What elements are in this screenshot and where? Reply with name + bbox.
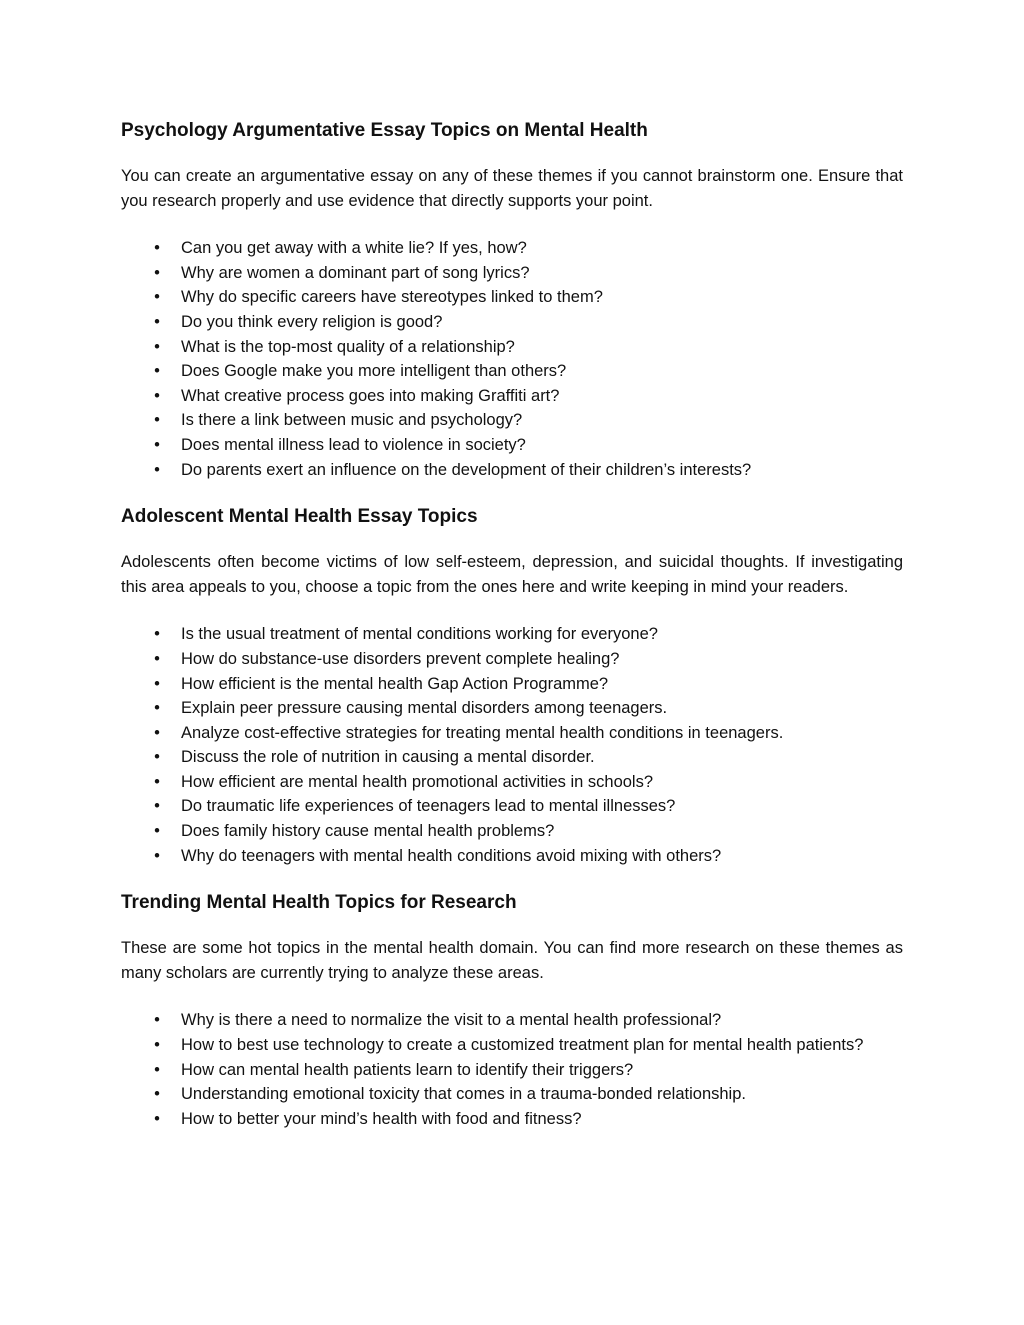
list-item	[121, 1033, 903, 1058]
list-item	[121, 721, 903, 746]
section-trending-research	[121, 890, 903, 1131]
section-heading: Adolescent Mental Health Essay Topics	[121, 506, 478, 528]
section-heading: Trending Mental Health Topics for Research	[121, 892, 517, 914]
list-item	[121, 622, 903, 647]
section-intro-paragraph: You can create an argumentative essay on any of these themes if you cannot brainstorm one. Ensure that you research properly and use evidence that directly supports your point.	[121, 167, 903, 210]
document-page	[121, 118, 903, 1153]
list-item	[121, 384, 903, 409]
list-item-text: Why are women a dominant part of song lyrics?	[181, 263, 530, 282]
bullet-icon	[151, 408, 163, 433]
list-item-text: Does family history cause mental health problems?	[181, 822, 555, 841]
list-item	[121, 672, 903, 697]
list-item-text: Does mental illness lead to violence in society?	[181, 435, 526, 454]
list-item-text: How efficient is the mental health Gap Action Programme?	[181, 674, 609, 693]
bullet-icon	[151, 721, 163, 746]
list-item	[121, 819, 903, 844]
bullet-icon	[151, 696, 163, 721]
bullet-icon	[151, 622, 163, 647]
topic-list	[121, 622, 903, 868]
list-item-text: Analyze cost-effective strategies for treating mental health conditions in teenagers.	[181, 723, 784, 742]
list-item-text: Why do teenagers with mental health conditions avoid mixing with others?	[181, 846, 722, 865]
bullet-icon	[151, 335, 163, 360]
bullet-icon	[151, 1082, 163, 1107]
bullet-icon	[151, 261, 163, 286]
list-item	[121, 1107, 903, 1132]
section-intro-paragraph: These are some hot topics in the mental health domain. You can find more research on these themes as many scholars are currently trying to analyze these areas.	[121, 939, 903, 982]
list-item	[121, 408, 903, 433]
list-item-text: Do you think every religion is good?	[181, 312, 443, 331]
list-item-text: Do parents exert an influence on the development of their children’s interests?	[181, 460, 752, 479]
list-item-text: How to better your mind’s health with food and fitness?	[181, 1109, 582, 1128]
list-item-text: Is there a link between music and psychology?	[181, 411, 523, 430]
list-item-text: Do traumatic life experiences of teenagers lead to mental illnesses?	[181, 797, 676, 816]
list-item-text: What is the top-most quality of a relationship?	[181, 337, 515, 356]
list-item-text: How efficient are mental health promotional activities in schools?	[181, 772, 654, 791]
bullet-icon	[151, 1008, 163, 1033]
list-item	[121, 770, 903, 795]
list-item	[121, 335, 903, 360]
list-item	[121, 310, 903, 335]
list-item-text: Why is there a need to normalize the visit to a mental health professional?	[181, 1011, 722, 1030]
topic-list	[121, 236, 903, 482]
list-item	[121, 1058, 903, 1083]
list-item-text: How can mental health patients learn to identify their triggers?	[181, 1060, 634, 1079]
list-item	[121, 1008, 903, 1033]
list-item	[121, 261, 903, 286]
bullet-icon	[151, 458, 163, 483]
bullet-icon	[151, 359, 163, 384]
list-item-text: What creative process goes into making Graffiti art?	[181, 386, 560, 405]
list-item-text: Why do specific careers have stereotypes linked to them?	[181, 288, 603, 307]
list-item-text: Can you get away with a white lie? If yes, how?	[181, 239, 527, 258]
list-item	[121, 359, 903, 384]
list-item	[121, 794, 903, 819]
list-item-text: Discuss the role of nutrition in causing a mental disorder.	[181, 748, 595, 767]
bullet-icon	[151, 819, 163, 844]
list-item	[121, 458, 903, 483]
list-item-text: Explain peer pressure causing mental disorders among teenagers.	[181, 699, 668, 718]
list-item	[121, 285, 903, 310]
topic-list	[121, 1008, 903, 1131]
list-item	[121, 745, 903, 770]
list-item	[121, 844, 903, 869]
list-item-text: How do substance-use disorders prevent complete healing?	[181, 649, 620, 668]
list-item	[121, 433, 903, 458]
bullet-icon	[151, 1058, 163, 1083]
bullet-icon	[151, 1107, 163, 1132]
bullet-icon	[151, 770, 163, 795]
list-item	[121, 647, 903, 672]
bullet-icon	[151, 672, 163, 697]
bullet-icon	[151, 745, 163, 770]
bullet-icon	[151, 384, 163, 409]
section-intro-paragraph: Adolescents often become victims of low self-esteem, depression, and suicidal thoughts. If investigating this area appeals to you, choose a topic from the ones here and write keeping in mind your readers.	[121, 553, 903, 596]
section-adolescent-mental-health	[121, 504, 903, 868]
bullet-icon	[151, 285, 163, 310]
list-item-text: Understanding emotional toxicity that comes in a trauma-bonded relationship.	[181, 1085, 746, 1104]
bullet-icon	[151, 310, 163, 335]
section-psychology-argumentative	[121, 118, 903, 482]
bullet-icon	[151, 236, 163, 261]
bullet-icon	[151, 844, 163, 869]
bullet-icon	[151, 433, 163, 458]
bullet-icon	[151, 1033, 163, 1058]
list-item-text: Is the usual treatment of mental conditions working for everyone?	[181, 625, 658, 644]
list-item-text: Does Google make you more intelligent than others?	[181, 362, 567, 381]
list-item	[121, 696, 903, 721]
section-heading: Psychology Argumentative Essay Topics on Mental Health	[121, 120, 648, 141]
list-item-text: How to best use technology to create a customized treatment plan for mental health patients?	[181, 1036, 864, 1055]
bullet-icon	[151, 647, 163, 672]
list-item	[121, 1082, 903, 1107]
bullet-icon	[151, 794, 163, 819]
list-item	[121, 236, 903, 261]
